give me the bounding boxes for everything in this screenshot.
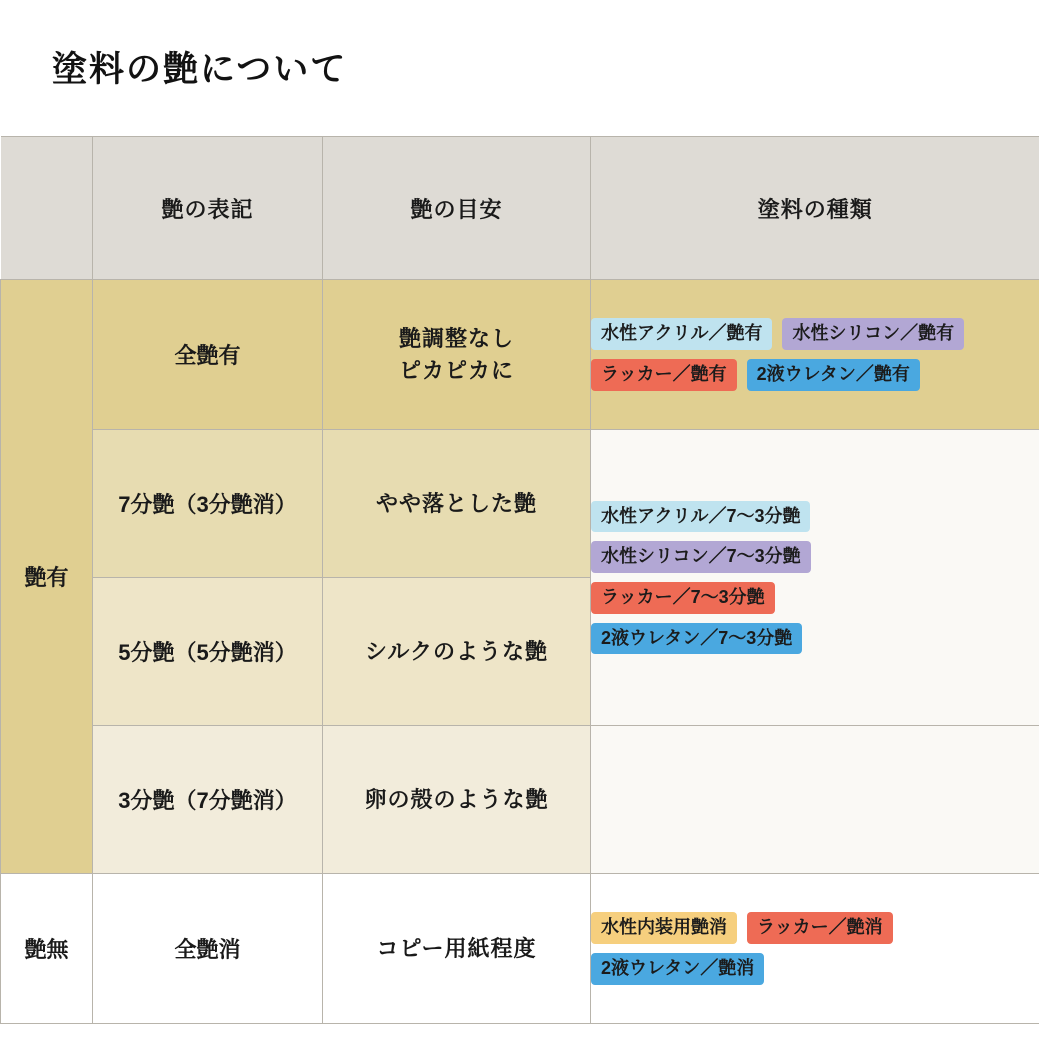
type-chip: ラッカー／7〜3分艶 (591, 582, 775, 614)
type-chip: 2液ウレタン／7〜3分艶 (591, 623, 802, 655)
table-row (1, 874, 1039, 1024)
types-cell (591, 874, 1039, 1024)
type-chip: 水性シリコン／7〜3分艶 (591, 541, 811, 573)
notation-cell: 全艶消 (93, 874, 323, 1024)
table-row (1, 280, 1039, 430)
notation-cell: 全艶有 (93, 280, 323, 430)
measure-cell: 卵の殻のような艶 (323, 726, 591, 874)
measure-cell: コピー用紙程度 (323, 874, 591, 1024)
column-header-types: 塗料の種類 (591, 137, 1039, 280)
types-cell (591, 726, 1039, 874)
type-chip-list (591, 280, 1039, 429)
types-cell (591, 280, 1039, 430)
notation-cell: 7分艶（3分艶消） (93, 430, 323, 578)
type-chip: ラッカー／艶消 (747, 912, 893, 944)
notation-cell: 3分艶（7分艶消） (93, 726, 323, 874)
measure-cell: シルクのような艶 (323, 578, 591, 726)
page-title: 塗料の艶について (52, 50, 348, 89)
type-chip: 水性アクリル／7〜3分艶 (591, 501, 810, 533)
type-chip: 水性内装用艶消 (591, 912, 737, 944)
type-chip: 水性アクリル／艶有 (591, 318, 772, 350)
table-body (1, 280, 1039, 1024)
type-chip: 水性シリコン／艶有 (782, 318, 964, 350)
type-chip: 2液ウレタン／艶有 (747, 359, 920, 391)
column-header-measure: 艶の目安 (323, 137, 591, 280)
table-header (1, 137, 1039, 280)
group-label-gloss: 艶有 (1, 280, 93, 874)
notation-cell: 5分艶（5分艶消） (93, 578, 323, 726)
measure-cell (323, 280, 591, 430)
table-header-row (1, 137, 1039, 280)
type-chip-list (591, 430, 1039, 725)
type-chip: ラッカー／艶有 (591, 359, 737, 391)
measure-cell: やや落とした艶 (323, 430, 591, 578)
type-chip: 2液ウレタン／艶消 (591, 953, 764, 985)
column-header-group (1, 137, 93, 280)
measure-line-1: 艶調整なし (398, 325, 514, 351)
table-row (1, 430, 1039, 578)
gloss-table (0, 136, 1039, 1024)
type-chip-list (591, 874, 1039, 1023)
column-header-notation: 艶の表記 (93, 137, 323, 280)
table-row (1, 726, 1039, 874)
measure-line-2: ピカピカに (398, 357, 514, 383)
group-label-matte: 艶無 (1, 874, 93, 1024)
types-cell (591, 430, 1039, 726)
